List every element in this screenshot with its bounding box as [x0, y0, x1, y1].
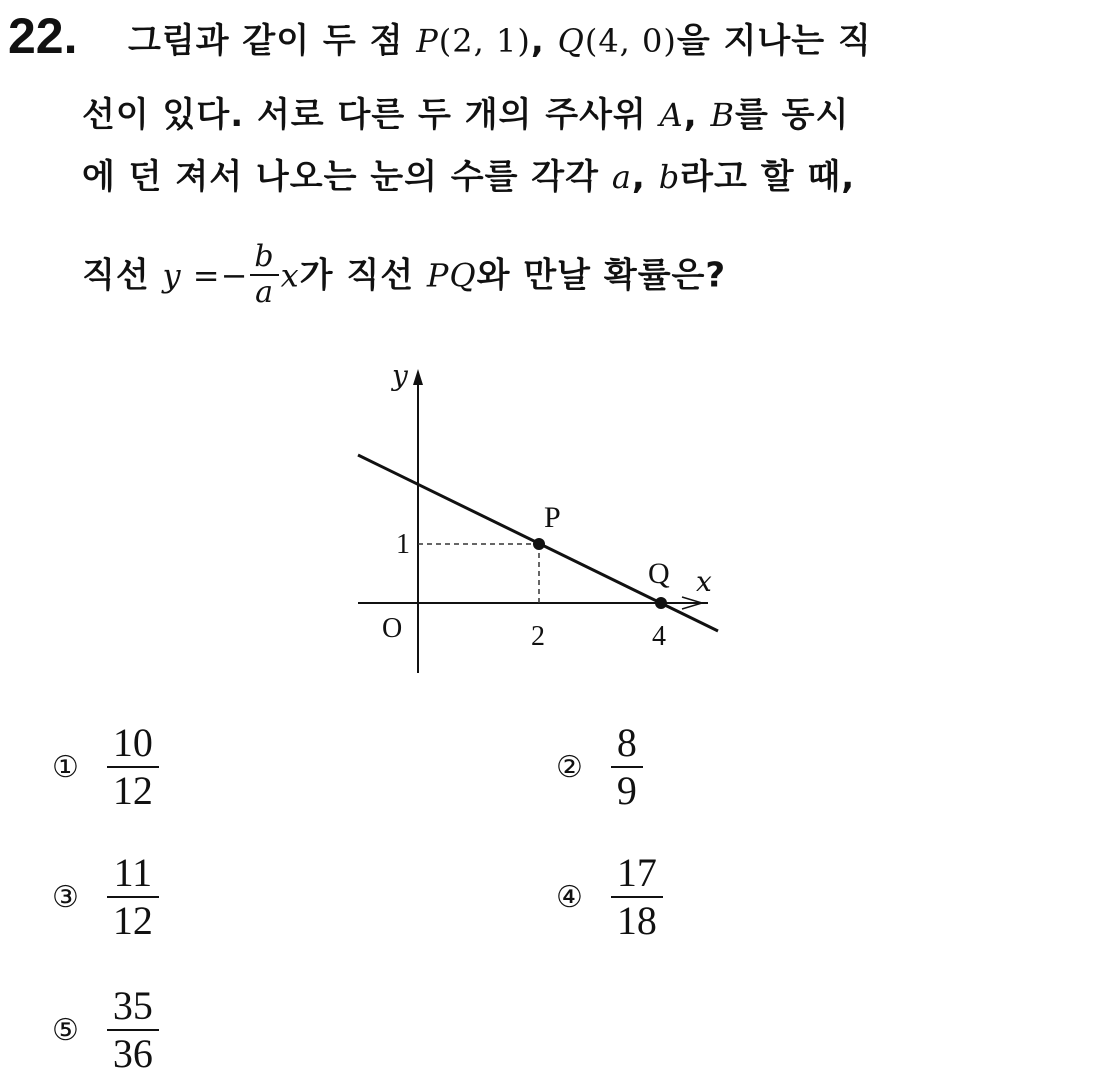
x-axis-label: x: [696, 565, 712, 598]
point-p-label: P: [544, 501, 561, 534]
separator: ,: [683, 95, 711, 135]
y-axis-label: y: [392, 359, 408, 392]
question-text: 직선: [82, 255, 163, 296]
choice-2-fraction: [611, 720, 643, 814]
choice-2-marker: ②: [556, 749, 583, 785]
choice-2-denominator: 9: [616, 768, 637, 813]
choice-2[interactable]: [556, 722, 643, 812]
question-text: 그림과 같이 두 점: [128, 21, 417, 61]
choice-3-numerator: 11: [107, 850, 159, 898]
choice-1-fraction: [107, 720, 159, 814]
choice-1-denominator: 12: [112, 768, 153, 813]
question-line-1: [128, 16, 872, 66]
coordinate-graph: [330, 355, 740, 685]
equation-equals: =−: [181, 256, 249, 295]
question-number: 22.: [8, 8, 78, 64]
equation-lhs: y: [162, 256, 182, 295]
question-text: 에 던 져서 나오는 눈의 수를 각각: [82, 157, 612, 197]
question-text: 선이 있다. 서로 다른 두 개의 주사위: [82, 95, 660, 135]
choice-1-numerator: 10: [107, 720, 159, 768]
die-a-symbol: A: [659, 96, 684, 134]
choice-1-marker: ①: [52, 749, 79, 785]
choice-3-marker: ③: [52, 879, 79, 915]
die-b-symbol: B: [710, 96, 735, 134]
choice-3-denominator: 12: [112, 898, 153, 943]
choice-5-numerator: 35: [107, 983, 159, 1031]
choice-3-fraction: [107, 850, 159, 944]
choice-4[interactable]: [556, 852, 663, 942]
tick-label-x-4: 4: [652, 621, 666, 652]
point-p-symbol: P: [416, 22, 439, 60]
slope-numerator: b: [250, 240, 278, 276]
equation-variable-x: x: [280, 256, 300, 295]
choice-4-numerator: 17: [611, 850, 663, 898]
point-q-coordinates: (4, 0): [584, 22, 677, 60]
slope-denominator: a: [255, 275, 274, 310]
tick-label-y-1: 1: [396, 529, 410, 560]
question-text: 와 만날 확률은?: [476, 255, 727, 296]
question-text: 을 지나는 직: [676, 21, 872, 61]
question-line-3: [82, 152, 855, 202]
choice-5-denominator: 36: [112, 1031, 153, 1076]
choice-1[interactable]: [52, 722, 159, 812]
choice-5-marker: ⑤: [52, 1012, 79, 1048]
origin-label: O: [382, 613, 403, 644]
y-axis-arrow-icon: [413, 369, 423, 385]
choice-5[interactable]: [52, 985, 159, 1075]
separator: ,: [631, 157, 659, 197]
variable-b: b: [658, 158, 681, 196]
slope-fraction: [250, 240, 278, 310]
question-line-2: [82, 90, 849, 140]
choice-4-fraction: [611, 850, 663, 944]
question-text: 라고 할 때,: [680, 157, 856, 197]
choice-2-numerator: 8: [611, 720, 643, 768]
point-p-coordinates: (2, 1): [438, 22, 531, 60]
separator: ,: [530, 21, 558, 61]
point-q-label: Q: [648, 557, 670, 590]
question-text: 가 직선: [299, 255, 427, 296]
variable-a: a: [611, 158, 632, 196]
choice-4-denominator: 18: [616, 898, 657, 943]
question-line-4: [82, 239, 727, 312]
choice-3[interactable]: [52, 852, 159, 942]
line-pq-symbol: PQ: [426, 256, 477, 295]
question-text: 를 동시: [734, 95, 850, 135]
choice-5-fraction: [107, 983, 159, 1077]
choice-4-marker: ④: [556, 879, 583, 915]
point-q-dot: [655, 597, 667, 609]
point-p-dot: [533, 538, 545, 550]
point-q-symbol: Q: [557, 22, 585, 60]
tick-label-x-2: 2: [531, 621, 545, 652]
